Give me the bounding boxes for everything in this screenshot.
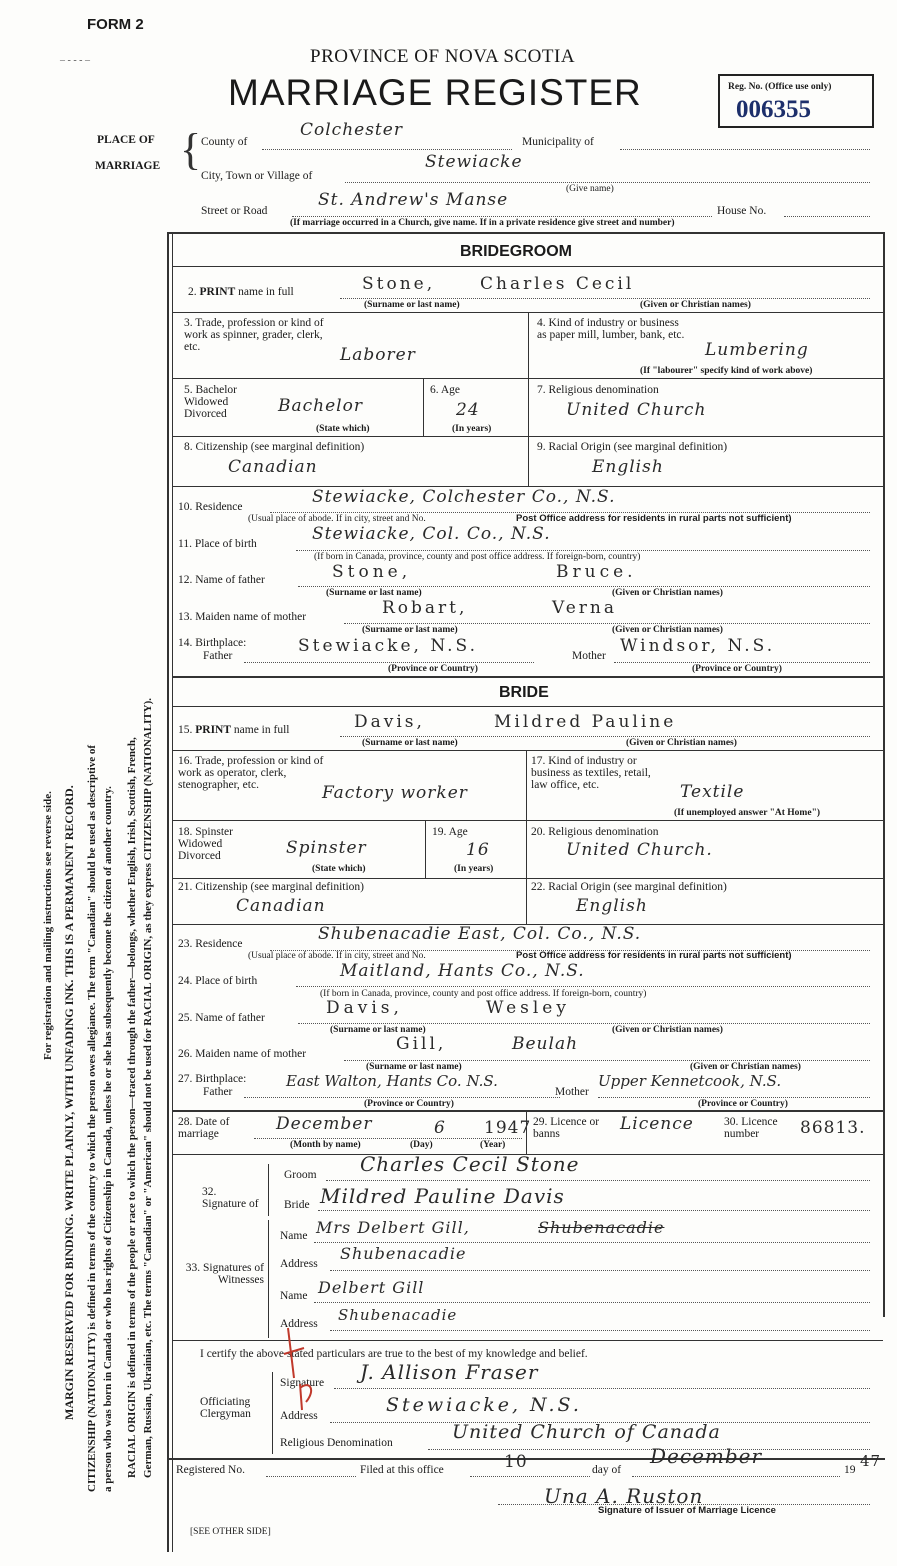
groom-father-surname: Stone,	[332, 562, 412, 582]
groom-birth-note: (If born in Canada, province, county and post office address. If foreign-born, country)	[314, 552, 641, 562]
bride-in-years: (In years)	[454, 864, 494, 874]
clergy-sig-label: Signature	[280, 1377, 325, 1389]
form-title: MARRIAGE REGISTER	[228, 72, 642, 113]
groom-birth-label: 11. Place of birth	[178, 538, 257, 550]
bride-age: 16	[466, 840, 490, 860]
groom-birthplace-label: 14. Birthplace:	[178, 637, 247, 649]
groom-mother-surname-note: (Surname or last name)	[362, 625, 458, 635]
groom-name-label: 2. PRINT name in full	[188, 286, 294, 298]
w2-name-label: Name	[280, 1290, 308, 1302]
street-note: (If marriage occurred in a Church, give name. If in a private residence give street and number)	[290, 218, 675, 228]
bride-citizenship-label: 21. Citizenship (see marginal definition)	[178, 881, 364, 893]
w1-address-label: Address	[280, 1258, 318, 1270]
clergy-denomination: United Church of Canada	[452, 1421, 721, 1443]
bride-mother-given: Beulah	[512, 1034, 579, 1054]
bride-status-label: 18. Spinster Widowed Divorced	[178, 826, 233, 862]
groom-citizenship: Canadian	[228, 457, 318, 477]
signature-of-label: 32. Signature of	[202, 1186, 259, 1210]
groom-trade: Laborer	[340, 345, 416, 365]
w2-address: Shubenacadie	[338, 1306, 458, 1324]
issuer-signature: Una A. Ruston	[544, 1484, 704, 1508]
groom-religion-label: 7. Religious denomination	[537, 384, 659, 396]
bride-birthplace-label: 27. Birthplace:	[178, 1073, 247, 1085]
bride-mother-given-note: (Given or Christian names)	[690, 1062, 801, 1072]
groom-industry: Lumbering	[705, 340, 809, 360]
licence-value: Licence	[620, 1114, 694, 1134]
groom-industry-label: 4. Kind of industry or business as paper mill, lumber, bank, etc.	[537, 317, 685, 341]
bride-status: Spinster	[286, 838, 367, 858]
licence-no-label: 30. Licence number	[724, 1116, 778, 1140]
groom-racial-label: 9. Racial Origin (see marginal definition)	[537, 441, 728, 453]
margin-dash: – - - - –	[60, 55, 90, 66]
red-check-mark	[280, 1318, 324, 1414]
groom-state-which: (State which)	[316, 424, 370, 434]
bride-heading: BRIDE	[499, 684, 549, 701]
groom-birth: Stewiacke, Col. Co., N.S.	[312, 524, 551, 544]
groom-in-years: (In years)	[452, 424, 492, 434]
groom-status: Bachelor	[278, 396, 363, 416]
clergy-label: Officiating Clergyman	[200, 1396, 251, 1420]
margin-racial-2: German, Russian, Ukrainian, etc. The terms "Canadian" or "American" should not be used for RACIAL ORIGIN, as they express CITIZENSHIP (NATIONALITY).	[142, 697, 154, 1478]
margin-citizenship-1: CITIZENSHIP (NATIONALITY) is defined in terms of the country to which the person owes allegiance. The term "Canadian" should be used as descriptive of	[86, 744, 98, 1492]
bride-industry-note: (If unemployed answer "At Home")	[674, 808, 821, 818]
bride-mother-prov-note: (Province or Country)	[698, 1099, 788, 1109]
w2-address-label: Address	[280, 1318, 318, 1330]
groom-father-given-note: (Given or Christian names)	[612, 588, 723, 598]
groom-residence: Stewiacke, Colchester Co., N.S.	[312, 487, 616, 507]
bride-father-surname: Davis,	[326, 998, 403, 1018]
clergy-address-label: Address	[280, 1410, 318, 1422]
bride-mother-surname-note: (Surname or last name)	[366, 1062, 462, 1072]
bride-racial-label: 22. Racial Origin (see marginal definition)	[531, 881, 727, 893]
form-number: FORM 2	[87, 16, 144, 33]
margin-racial-1: RACIAL ORIGIN is defined in terms of the people or race to which the person—traced through the father—belongs, whether English, Irish, Scottish, French,	[126, 737, 138, 1478]
bride-name-label: 15. PRINT name in full	[178, 724, 290, 736]
bride-father-prov-note: (Province or Country)	[364, 1099, 454, 1109]
groom-surname-note: (Surname or last name)	[364, 300, 460, 310]
groom-mother-given-note: (Given or Christian names)	[612, 625, 723, 635]
bride-religion-label: 20. Religious denomination	[531, 826, 659, 838]
groom-father-prov-note: (Province or Country)	[388, 664, 478, 674]
groom-given-note: (Given or Christian names)	[640, 300, 751, 310]
municipality-label: Municipality of	[522, 136, 594, 148]
issuer-label: Signature of Issuer of Marriage Licence	[598, 1505, 776, 1516]
bride-father-surname-note: (Surname or last name)	[330, 1025, 426, 1035]
bride-father-label: 25. Name of father	[178, 1012, 265, 1024]
marriage-date-label: 28. Date of marriage	[178, 1116, 230, 1140]
bride-residence: Shubenacadie East, Col. Co., N.S.	[318, 924, 642, 944]
groom-industry-note: (If "labourer" specify kind of work above)	[640, 366, 813, 376]
w1-struck-text: Shubenacadie	[538, 1218, 665, 1237]
groom-mother-label: 13. Maiden name of mother	[178, 611, 307, 623]
marriage-year: 1947	[484, 1118, 532, 1138]
street-label: Street or Road	[201, 205, 268, 217]
province-title: PROVINCE OF NOVA SCOTIA	[310, 46, 576, 67]
w1-name: Mrs Delbert Gill,	[316, 1218, 470, 1237]
reg-no-box	[718, 74, 874, 128]
w2-name: Delbert Gill	[318, 1278, 425, 1297]
bride-industry-label: 17. Kind of industry or business as textiles, retail, law office, etc.	[531, 755, 651, 791]
w1-name-label: Name	[280, 1230, 308, 1242]
bride-age-label: 19. Age	[432, 826, 468, 838]
bride-birth: Maitland, Hants Co., N.S.	[340, 961, 585, 981]
margin-instructions: For registration and mailing instructions see reverse side.	[42, 791, 54, 1060]
bride-industry: Textile	[680, 782, 745, 802]
marriage-month-note: (Month by name)	[290, 1140, 361, 1150]
clergy-address: Stewiacke, N.S.	[386, 1394, 582, 1416]
bride-residence-label: 23. Residence	[178, 938, 243, 950]
groom-father-bp: Stewiacke, N.S.	[298, 636, 478, 656]
licence-no-value: 86813.	[800, 1118, 866, 1138]
bride-surname-note: (Surname or last name)	[362, 738, 458, 748]
bride-given: Mildred Pauline	[494, 712, 677, 732]
place-label-1: PLACE OF	[97, 134, 155, 146]
marriage-day-note: (Day)	[410, 1140, 433, 1150]
filed-day: 10	[504, 1452, 528, 1472]
margin-citizenship-2: a person who was born in Canada or who has rights of Citizenship in Canada, unless he or she has subsequently become the citizen of another country.	[102, 786, 114, 1492]
bride-father-bp: East Walton, Hants Co. N.S.	[286, 1072, 498, 1090]
clergy-denomination-label: Religious Denomination	[280, 1437, 393, 1449]
city-value: Stewiacke	[425, 152, 523, 172]
day-of-label: day of	[592, 1464, 622, 1476]
groom-residence-note-2: Post Office address for residents in rural parts not sufficient)	[516, 513, 792, 524]
city-label: City, Town or Village of	[201, 170, 313, 182]
bride-mother-bp: Upper Kennetcook, N.S.	[598, 1072, 782, 1090]
groom-citizenship-label: 8. Citizenship (see marginal definition)	[184, 441, 365, 453]
groom-mother-bp: Windsor, N.S.	[620, 636, 776, 656]
marriage-year-note: (Year)	[480, 1140, 506, 1150]
county-label: County of	[201, 136, 248, 148]
reg-no-value: 006355	[736, 96, 811, 123]
groom-sig-label: Groom	[284, 1169, 317, 1181]
bride-sig-label: Bride	[284, 1199, 310, 1211]
w1-address: Shubenacadie	[340, 1244, 467, 1263]
place-label-2: MARRIAGE	[95, 160, 161, 172]
bride-surname: Davis,	[354, 712, 425, 732]
bride-birth-label: 24. Place of birth	[178, 975, 258, 987]
groom-residence-label: 10. Residence	[178, 501, 243, 513]
bride-residence-note-2: Post Office address for residents in rural parts not sufficient)	[516, 950, 792, 961]
licence-label: 29. Licence or banns	[533, 1116, 600, 1140]
groom-racial: English	[592, 457, 664, 477]
groom-mother-surname: Robart,	[382, 598, 468, 618]
groom-religion: United Church	[566, 400, 707, 420]
bride-mother-bp-label: Mother	[555, 1086, 589, 1098]
groom-surname: Stone,	[362, 274, 436, 294]
bride-mother-surname: Gill,	[396, 1034, 447, 1054]
filed-month: December	[650, 1444, 763, 1468]
bride-religion: United Church.	[566, 840, 713, 860]
groom-age: 24	[456, 400, 480, 420]
groom-mother-given: Verna	[552, 598, 617, 618]
groom-residence-note: (Usual place of abode. If in city, street and No.	[248, 514, 426, 524]
bride-state-which: (State which)	[312, 864, 366, 874]
bride-given-note: (Given or Christian names)	[626, 738, 737, 748]
bride-father-bp-label: Father	[203, 1086, 233, 1098]
groom-father-bp-label: Father	[203, 650, 233, 662]
groom-father-label: 12. Name of father	[178, 574, 265, 586]
marriage-month: December	[276, 1114, 373, 1134]
bride-mother-label: 26. Maiden name of mother	[178, 1048, 307, 1060]
witness-label: 33. Signatures of Witnesses	[185, 1262, 264, 1286]
marriage-day: 6	[434, 1118, 446, 1138]
place-brace: {	[180, 125, 202, 174]
filed-year-prefix: 19	[844, 1464, 856, 1476]
groom-father-surname-note: (Surname or last name)	[326, 588, 422, 598]
registered-no-label: Registered No.	[176, 1464, 245, 1476]
groom-signature: Charles Cecil Stone	[360, 1152, 580, 1176]
bride-racial: English	[576, 896, 648, 916]
groom-age-label: 6. Age	[430, 384, 461, 396]
bride-citizenship: Canadian	[236, 896, 326, 916]
bride-residence-note: (Usual place of abode. If in city, street and No.	[248, 951, 426, 961]
street-value: St. Andrew's Manse	[318, 190, 509, 210]
bride-signature: Mildred Pauline Davis	[320, 1184, 565, 1208]
bride-father-given: Wesley	[486, 998, 570, 1018]
groom-trade-label: 3. Trade, profession or kind of work as spinner, grader, clerk, etc.	[184, 317, 324, 353]
groom-mother-prov-note: (Province or Country)	[692, 664, 782, 674]
groom-father-given: Bruce.	[556, 562, 637, 582]
reg-no-label: Reg. No. (Office use only)	[728, 82, 832, 92]
clergy-signature: J. Allison Fraser	[360, 1360, 539, 1384]
bride-trade: Factory worker	[322, 783, 468, 803]
certify-statement: I certify the above stated particulars are true to the best of my knowledge and belief.	[200, 1348, 588, 1360]
margin-binding: MARGIN RESERVED FOR BINDING. WRITE PLAINLY, WITH UNFADING INK. THIS IS A PERMANENT RECORD.	[62, 785, 76, 1420]
bride-trade-label: 16. Trade, profession or kind of work as operator, clerk, stenographer, etc.	[178, 755, 324, 791]
groom-mother-bp-label: Mother	[572, 650, 606, 662]
groom-heading: BRIDEGROOM	[460, 243, 572, 260]
filed-label: Filed at this office	[360, 1464, 444, 1476]
see-other-side: [SEE OTHER SIDE]	[190, 1527, 271, 1537]
groom-given: Charles Cecil	[480, 274, 635, 294]
give-name-note: (Give name)	[566, 184, 614, 194]
house-label: House No.	[717, 205, 767, 217]
bride-father-given-note: (Given or Christian names)	[612, 1025, 723, 1035]
filed-year-suffix: 47	[860, 1452, 882, 1470]
county-value: Colchester	[300, 120, 403, 140]
bride-birth-note: (If born in Canada, province, county and post office address. If foreign-born, country)	[320, 989, 647, 999]
groom-status-label: 5. Bachelor Widowed Divorced	[184, 384, 238, 420]
